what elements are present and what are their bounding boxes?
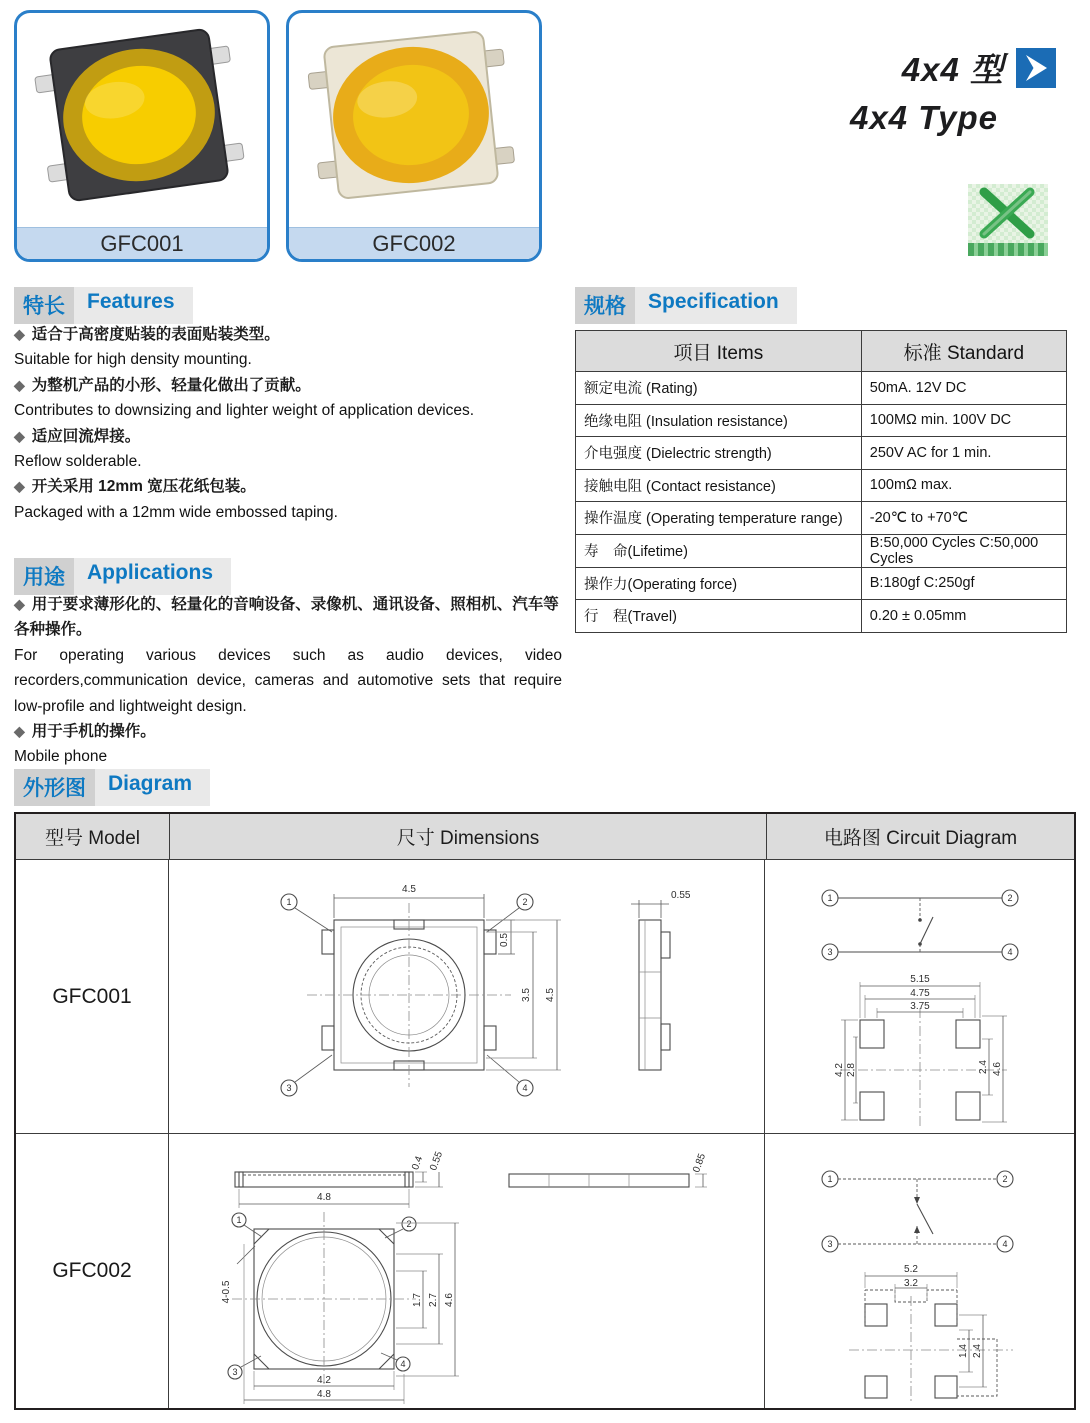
spec-standard: -20℃ to +70℃	[861, 502, 1066, 535]
diagram-row-gfc002	[16, 1134, 1074, 1408]
dim-label: 0.55	[428, 1150, 446, 1173]
pin-label: 1	[236, 1215, 242, 1225]
dim-label: 3.2	[904, 1278, 918, 1289]
diamond-bullet-icon: ◆	[14, 326, 25, 342]
spec-row	[576, 404, 1067, 437]
arrow-right-icon	[1016, 48, 1056, 88]
pin-label: 3	[827, 1239, 833, 1249]
spec-item: 操作力(Operating force)	[576, 567, 862, 600]
features-section-header	[14, 287, 193, 324]
dim-label: 5.2	[904, 1264, 918, 1275]
diagram-table	[14, 812, 1076, 1410]
gfc002-circuit-drawing	[765, 1134, 1074, 1408]
dim-label: 2.4	[972, 1344, 983, 1358]
spec-header-row	[576, 331, 1067, 372]
pin-label: 4	[522, 1082, 528, 1093]
dim-label: 4.5	[545, 987, 556, 1002]
gfc002-dimension-drawing	[169, 1134, 765, 1408]
dim-label: 0.4	[410, 1154, 426, 1172]
spec-standard: 0.20 ± 0.05mm	[861, 600, 1066, 633]
dim-label: 0.5	[499, 932, 510, 947]
spec-header-items: 项目 Items	[576, 331, 862, 372]
diamond-bullet-icon: ◆	[14, 427, 25, 444]
application-item-en: Mobile phone	[14, 748, 108, 766]
dim-label: 2.8	[846, 1062, 857, 1077]
spec-row	[576, 567, 1067, 600]
spec-item: 绝缘电阻 (Insulation resistance)	[576, 404, 862, 437]
page-title	[780, 44, 1056, 137]
model-label: GFC001	[52, 984, 132, 1008]
spec-standard: B:180gf C:250gf	[861, 567, 1066, 600]
spec-standard: 250V AC for 1 min.	[861, 437, 1066, 470]
dim-label: 3.5	[521, 987, 532, 1002]
spec-row	[576, 502, 1067, 535]
feature-item-en: Suitable for high density mounting.	[14, 351, 252, 369]
feature-item-cn	[14, 322, 566, 347]
dim-label: 4.75	[910, 987, 930, 999]
switch-photo-icon	[289, 13, 533, 219]
feature-text-cn: 适应回流焊接。	[31, 427, 141, 445]
application-text-cn: 用于手机的操作。	[31, 723, 156, 741]
diagram-header-circuit: 电路图 Circuit Diagram	[767, 814, 1074, 860]
features-tag-cn: 特长	[14, 287, 74, 324]
dim-label: 0.85	[691, 1152, 709, 1175]
pin-label: 1	[827, 892, 833, 903]
pin-label: 4	[1007, 946, 1013, 957]
applications-list	[14, 592, 562, 770]
feature-item-cn	[14, 424, 566, 449]
product-photo-gfc002	[289, 13, 539, 228]
dim-label: 4.8	[317, 1192, 331, 1203]
diagram-header-dimensions: 尺寸 Dimensions	[170, 814, 767, 860]
pin-label: 3	[232, 1367, 238, 1377]
spec-item: 行 程(Travel)	[576, 600, 862, 633]
pin-label: 4	[400, 1359, 406, 1369]
spec-standard: 50mA. 12V DC	[861, 372, 1066, 405]
gfc001-dimension-drawing	[169, 860, 765, 1134]
specification-table	[575, 330, 1067, 633]
applications-tag-cn: 用途	[14, 558, 74, 595]
feature-text-cn: 开关采用 12mm 宽压花纸包装。	[31, 478, 256, 496]
title-en: 4x4 Type	[849, 99, 998, 136]
feature-item-en: Packaged with a 12mm wide embossed taping.	[14, 503, 338, 521]
spec-row	[576, 372, 1067, 405]
specification-section-header	[575, 287, 797, 324]
dim-label: 4.2	[834, 1062, 845, 1077]
gfc001-circuit-drawing	[765, 860, 1074, 1134]
spec-item: 操作温度 (Operating temperature range)	[576, 502, 862, 535]
dim-label: 0.55	[671, 889, 691, 901]
product-model-label: GFC002	[289, 227, 539, 259]
specification-tag-cn: 规格	[575, 287, 635, 324]
diamond-bullet-icon: ◆	[14, 723, 25, 740]
feature-text-cn: 适合于高密度贴装的表面贴装类型。	[31, 326, 280, 343]
dim-label: 1.4	[958, 1344, 969, 1358]
spec-standard: 100MΩ min. 100V DC	[861, 404, 1066, 437]
spec-row	[576, 600, 1067, 633]
dim-label: 4.6	[444, 1293, 455, 1307]
spec-row	[576, 534, 1067, 567]
spec-item: 接触电阻 (Contact resistance)	[576, 469, 862, 502]
diagram-section-header	[14, 769, 210, 806]
dim-label: 1.7	[412, 1293, 423, 1307]
pin-label: 1	[286, 896, 292, 907]
diamond-bullet-icon: ◆	[14, 478, 25, 495]
dim-label: 3.75	[910, 1000, 930, 1012]
logo-x-icon	[968, 184, 1048, 243]
applications-section-header	[14, 558, 231, 595]
application-item-cn	[14, 592, 562, 643]
features-list	[14, 322, 566, 525]
diamond-bullet-icon: ◆	[14, 596, 25, 612]
applications-tag-en: Applications	[74, 558, 231, 595]
dim-label: 4.6	[992, 1061, 1003, 1076]
product-card-gfc002	[286, 10, 542, 262]
diagram-tag-cn: 外形图	[14, 769, 95, 806]
title-cn: 4x4 型	[901, 51, 1004, 88]
spec-standard: B:50,000 Cycles C:50,000 Cycles	[861, 534, 1066, 567]
dim-label: 4.2	[317, 1375, 331, 1386]
dim-label: 4.8	[317, 1389, 331, 1400]
pin-label: 2	[1002, 1174, 1008, 1184]
dim-label: 4.5	[402, 883, 416, 895]
feature-item-cn	[14, 474, 566, 499]
pin-label: 2	[406, 1219, 412, 1229]
pin-label: 3	[827, 946, 833, 957]
pin-label: 2	[522, 896, 528, 907]
product-photo-gfc001	[17, 13, 267, 228]
feature-item-en: Reflow solderable.	[14, 453, 142, 471]
spec-item: 额定电流 (Rating)	[576, 372, 862, 405]
application-item-cn	[14, 719, 562, 744]
application-text-cn: 用于要求薄形化的、轻量化的音响设备、录像机、通讯设备、照相机、汽车等各种操作。	[14, 596, 559, 639]
product-card-gfc001	[14, 10, 270, 262]
dim-label: 4-0.5	[221, 1280, 232, 1304]
pin-label: 3	[286, 1082, 292, 1093]
pin-label: 1	[827, 1174, 833, 1184]
specification-tag-en: Specification	[635, 287, 797, 324]
pin-label: 2	[1007, 892, 1013, 903]
application-item-en: For operating various devices such as audio devices, video recorders,communication device, cameras and automotive sets that require low-profile and lightweight design.	[14, 646, 562, 715]
switch-photo-icon	[17, 13, 261, 219]
diagram-row-gfc001	[16, 860, 1074, 1134]
spec-item: 寿 命(Lifetime)	[576, 534, 862, 567]
dim-label: 5.15	[910, 973, 930, 985]
diagram-table-header	[16, 814, 1074, 860]
logo-strip	[968, 243, 1048, 256]
pin-label: 4	[1002, 1239, 1008, 1249]
spec-row	[576, 437, 1067, 470]
diagram-header-model: 型号 Model	[16, 814, 170, 860]
diagram-tag-en: Diagram	[95, 769, 210, 806]
certification-logo-icon	[968, 184, 1048, 256]
model-label: GFC002	[52, 1259, 132, 1282]
spec-item: 介电强度 (Dielectric strength)	[576, 437, 862, 470]
feature-item-cn	[14, 373, 566, 398]
dim-label: 2.4	[978, 1059, 989, 1074]
feature-text-cn: 为整机产品的小形、轻量化做出了贡献。	[31, 376, 311, 394]
spec-header-standard: 标准 Standard	[861, 331, 1066, 372]
feature-item-en: Contributes to downsizing and lighter weight of application devices.	[14, 402, 475, 420]
dim-label: 2.7	[428, 1293, 439, 1307]
spec-row	[576, 469, 1067, 502]
spec-standard: 100mΩ max.	[861, 469, 1066, 502]
features-tag-en: Features	[74, 287, 193, 324]
product-model-label: GFC001	[17, 227, 267, 259]
diamond-bullet-icon: ◆	[14, 376, 25, 393]
